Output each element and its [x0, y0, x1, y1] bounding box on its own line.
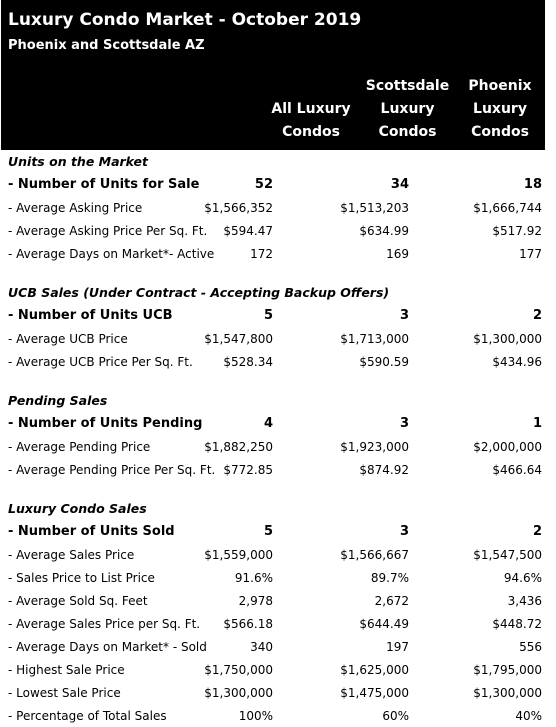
column-header-line: Luxury — [473, 101, 527, 117]
scottsdale-value: $1,625,000 — [340, 662, 409, 677]
section-spacer — [1, 373, 545, 389]
section-heading-row — [1, 150, 545, 173]
row-label: - Average Asking Price Per Sq. Ft. — [8, 223, 208, 238]
row-label: - Highest Sale Price — [8, 662, 125, 677]
section-spacer — [1, 265, 545, 281]
scottsdale-value: $1,566,667 — [340, 547, 409, 562]
report-title: Luxury Condo Market - October 2019 — [8, 10, 362, 30]
scottsdale-value: 3 — [399, 524, 409, 539]
column-header-scottsdale — [356, 75, 459, 144]
scottsdale-value: $1,475,000 — [340, 685, 409, 700]
phoenix-value: $448.72 — [492, 616, 542, 631]
column-header-line: Luxury — [380, 101, 435, 117]
table-row — [1, 412, 545, 435]
section-heading-row — [1, 497, 545, 520]
row-label: - Average Sales Price per Sq. Ft. — [8, 616, 201, 631]
phoenix-value: 94.6% — [503, 570, 542, 585]
table-row — [1, 350, 545, 373]
phoenix-value: 1 — [532, 416, 542, 431]
row-label: - Sales Price to List Price — [8, 570, 155, 585]
column-header-line: Phoenix — [468, 78, 532, 94]
all-luxury-value: 91.6% — [234, 570, 273, 585]
table-row — [1, 704, 545, 727]
table-row — [1, 242, 545, 265]
scottsdale-value: 169 — [386, 246, 409, 261]
row-label: - Lowest Sale Price — [8, 685, 121, 700]
phoenix-value: $1,300,000 — [473, 331, 542, 346]
phoenix-value: $1,666,744 — [473, 200, 542, 215]
phoenix-value: 2 — [532, 308, 542, 323]
phoenix-value: $1,795,000 — [473, 662, 542, 677]
table-row — [1, 681, 545, 704]
all-luxury-value: 5 — [263, 308, 273, 323]
all-luxury-value: $594.47 — [223, 223, 273, 238]
table-row — [1, 566, 545, 589]
all-luxury-value: 4 — [263, 416, 273, 431]
section-spacer — [1, 481, 545, 497]
column-header-phoenix — [459, 75, 541, 144]
table-row — [1, 635, 545, 658]
table-row — [1, 304, 545, 327]
row-label: - Percentage of Total Sales — [8, 708, 167, 723]
table-row — [1, 219, 545, 242]
market-report-sheet — [1, 0, 547, 723]
report-subtitle: Phoenix and Scottsdale AZ — [8, 38, 205, 53]
section-heading: Units on the Market — [8, 154, 149, 169]
all-luxury-value: 52 — [254, 177, 273, 192]
scottsdale-value: 3 — [399, 308, 409, 323]
all-luxury-value: 2,978 — [238, 593, 273, 608]
column-header-line: Condos — [282, 124, 340, 140]
section-heading-row — [1, 281, 545, 304]
table-row — [1, 612, 545, 635]
all-luxury-value: $1,559,000 — [204, 547, 273, 562]
all-luxury-value: 172 — [250, 246, 273, 261]
scottsdale-value: $1,513,203 — [340, 200, 409, 215]
scottsdale-value: $634.99 — [359, 223, 409, 238]
row-label: - Average UCB Price Per Sq. Ft. — [8, 354, 193, 369]
scottsdale-value: $590.59 — [359, 354, 409, 369]
table-row — [1, 658, 545, 681]
table-row — [1, 589, 545, 612]
all-luxury-value: $566.18 — [223, 616, 273, 631]
row-label: - Number of Units for Sale — [8, 177, 200, 192]
phoenix-value: $1,300,000 — [473, 685, 542, 700]
all-luxury-value: 340 — [250, 639, 273, 654]
spacer-cell — [1, 373, 545, 389]
all-luxury-value: $1,882,250 — [204, 439, 273, 454]
column-header-line: Condos — [378, 124, 437, 140]
phoenix-value: $1,547,500 — [473, 547, 542, 562]
column-header-line: All Luxury — [271, 101, 351, 117]
column-header-line: Condos — [471, 124, 529, 140]
column-header-all-luxury — [266, 98, 356, 144]
phoenix-value: $2,000,000 — [473, 439, 542, 454]
report-header — [1, 0, 545, 150]
row-label: - Number of Units Sold — [8, 524, 175, 539]
all-luxury-value: $1,547,800 — [204, 331, 273, 346]
all-luxury-value: $528.34 — [223, 354, 273, 369]
phoenix-value: 18 — [523, 177, 542, 192]
table-row — [1, 458, 545, 481]
table-row — [1, 520, 545, 543]
phoenix-value: $466.64 — [492, 462, 542, 477]
scottsdale-value: 3 — [399, 416, 409, 431]
market-data-table — [1, 150, 545, 727]
scottsdale-value: $1,713,000 — [340, 331, 409, 346]
row-label: - Average UCB Price — [8, 331, 128, 346]
scottsdale-value: 197 — [386, 639, 409, 654]
row-label: - Average Pending Price Per Sq. Ft. — [8, 462, 216, 477]
phoenix-value: 3,436 — [507, 593, 542, 608]
row-label: - Number of Units UCB — [8, 308, 173, 323]
spacer-cell — [1, 481, 545, 497]
all-luxury-value: 100% — [238, 708, 273, 723]
market-data-table-body — [1, 150, 545, 727]
scottsdale-value: $874.92 — [359, 462, 409, 477]
scottsdale-value: 34 — [390, 177, 409, 192]
table-row — [1, 173, 545, 196]
scottsdale-value: 2,672 — [374, 593, 409, 608]
row-label: - Number of Units Pending — [8, 416, 203, 431]
table-row — [1, 435, 545, 458]
section-heading-row — [1, 389, 545, 412]
table-row — [1, 543, 545, 566]
table-row — [1, 327, 545, 350]
phoenix-value: 556 — [519, 639, 542, 654]
all-luxury-value: $1,566,352 — [204, 200, 273, 215]
section-heading: UCB Sales (Under Contract - Accepting Backup Offers) — [8, 285, 390, 300]
row-label: - Average Asking Price — [8, 200, 143, 215]
phoenix-value: 2 — [532, 524, 542, 539]
all-luxury-value: $1,300,000 — [204, 685, 273, 700]
all-luxury-value: 5 — [263, 524, 273, 539]
column-header-line: Scottsdale — [365, 78, 450, 94]
scottsdale-value: $1,923,000 — [340, 439, 409, 454]
phoenix-value: 177 — [519, 246, 542, 261]
all-luxury-value: $772.85 — [223, 462, 273, 477]
phoenix-value: 40% — [515, 708, 542, 723]
spacer-cell — [1, 265, 545, 281]
phoenix-value: $517.92 — [492, 223, 542, 238]
scottsdale-value: 60% — [382, 708, 409, 723]
all-luxury-value: $1,750,000 — [204, 662, 273, 677]
row-label: - Average Pending Price — [8, 439, 151, 454]
row-label: - Average Days on Market*- Active — [8, 246, 215, 261]
table-row — [1, 196, 545, 219]
phoenix-value: $434.96 — [492, 354, 542, 369]
row-label: - Average Sales Price — [8, 547, 135, 562]
section-heading: Pending Sales — [8, 393, 108, 408]
row-label: - Average Days on Market* - Sold — [8, 639, 207, 654]
section-heading: Luxury Condo Sales — [8, 501, 147, 516]
scottsdale-value: $644.49 — [359, 616, 409, 631]
scottsdale-value: 89.7% — [370, 570, 409, 585]
row-label: - Average Sold Sq. Feet — [8, 593, 148, 608]
